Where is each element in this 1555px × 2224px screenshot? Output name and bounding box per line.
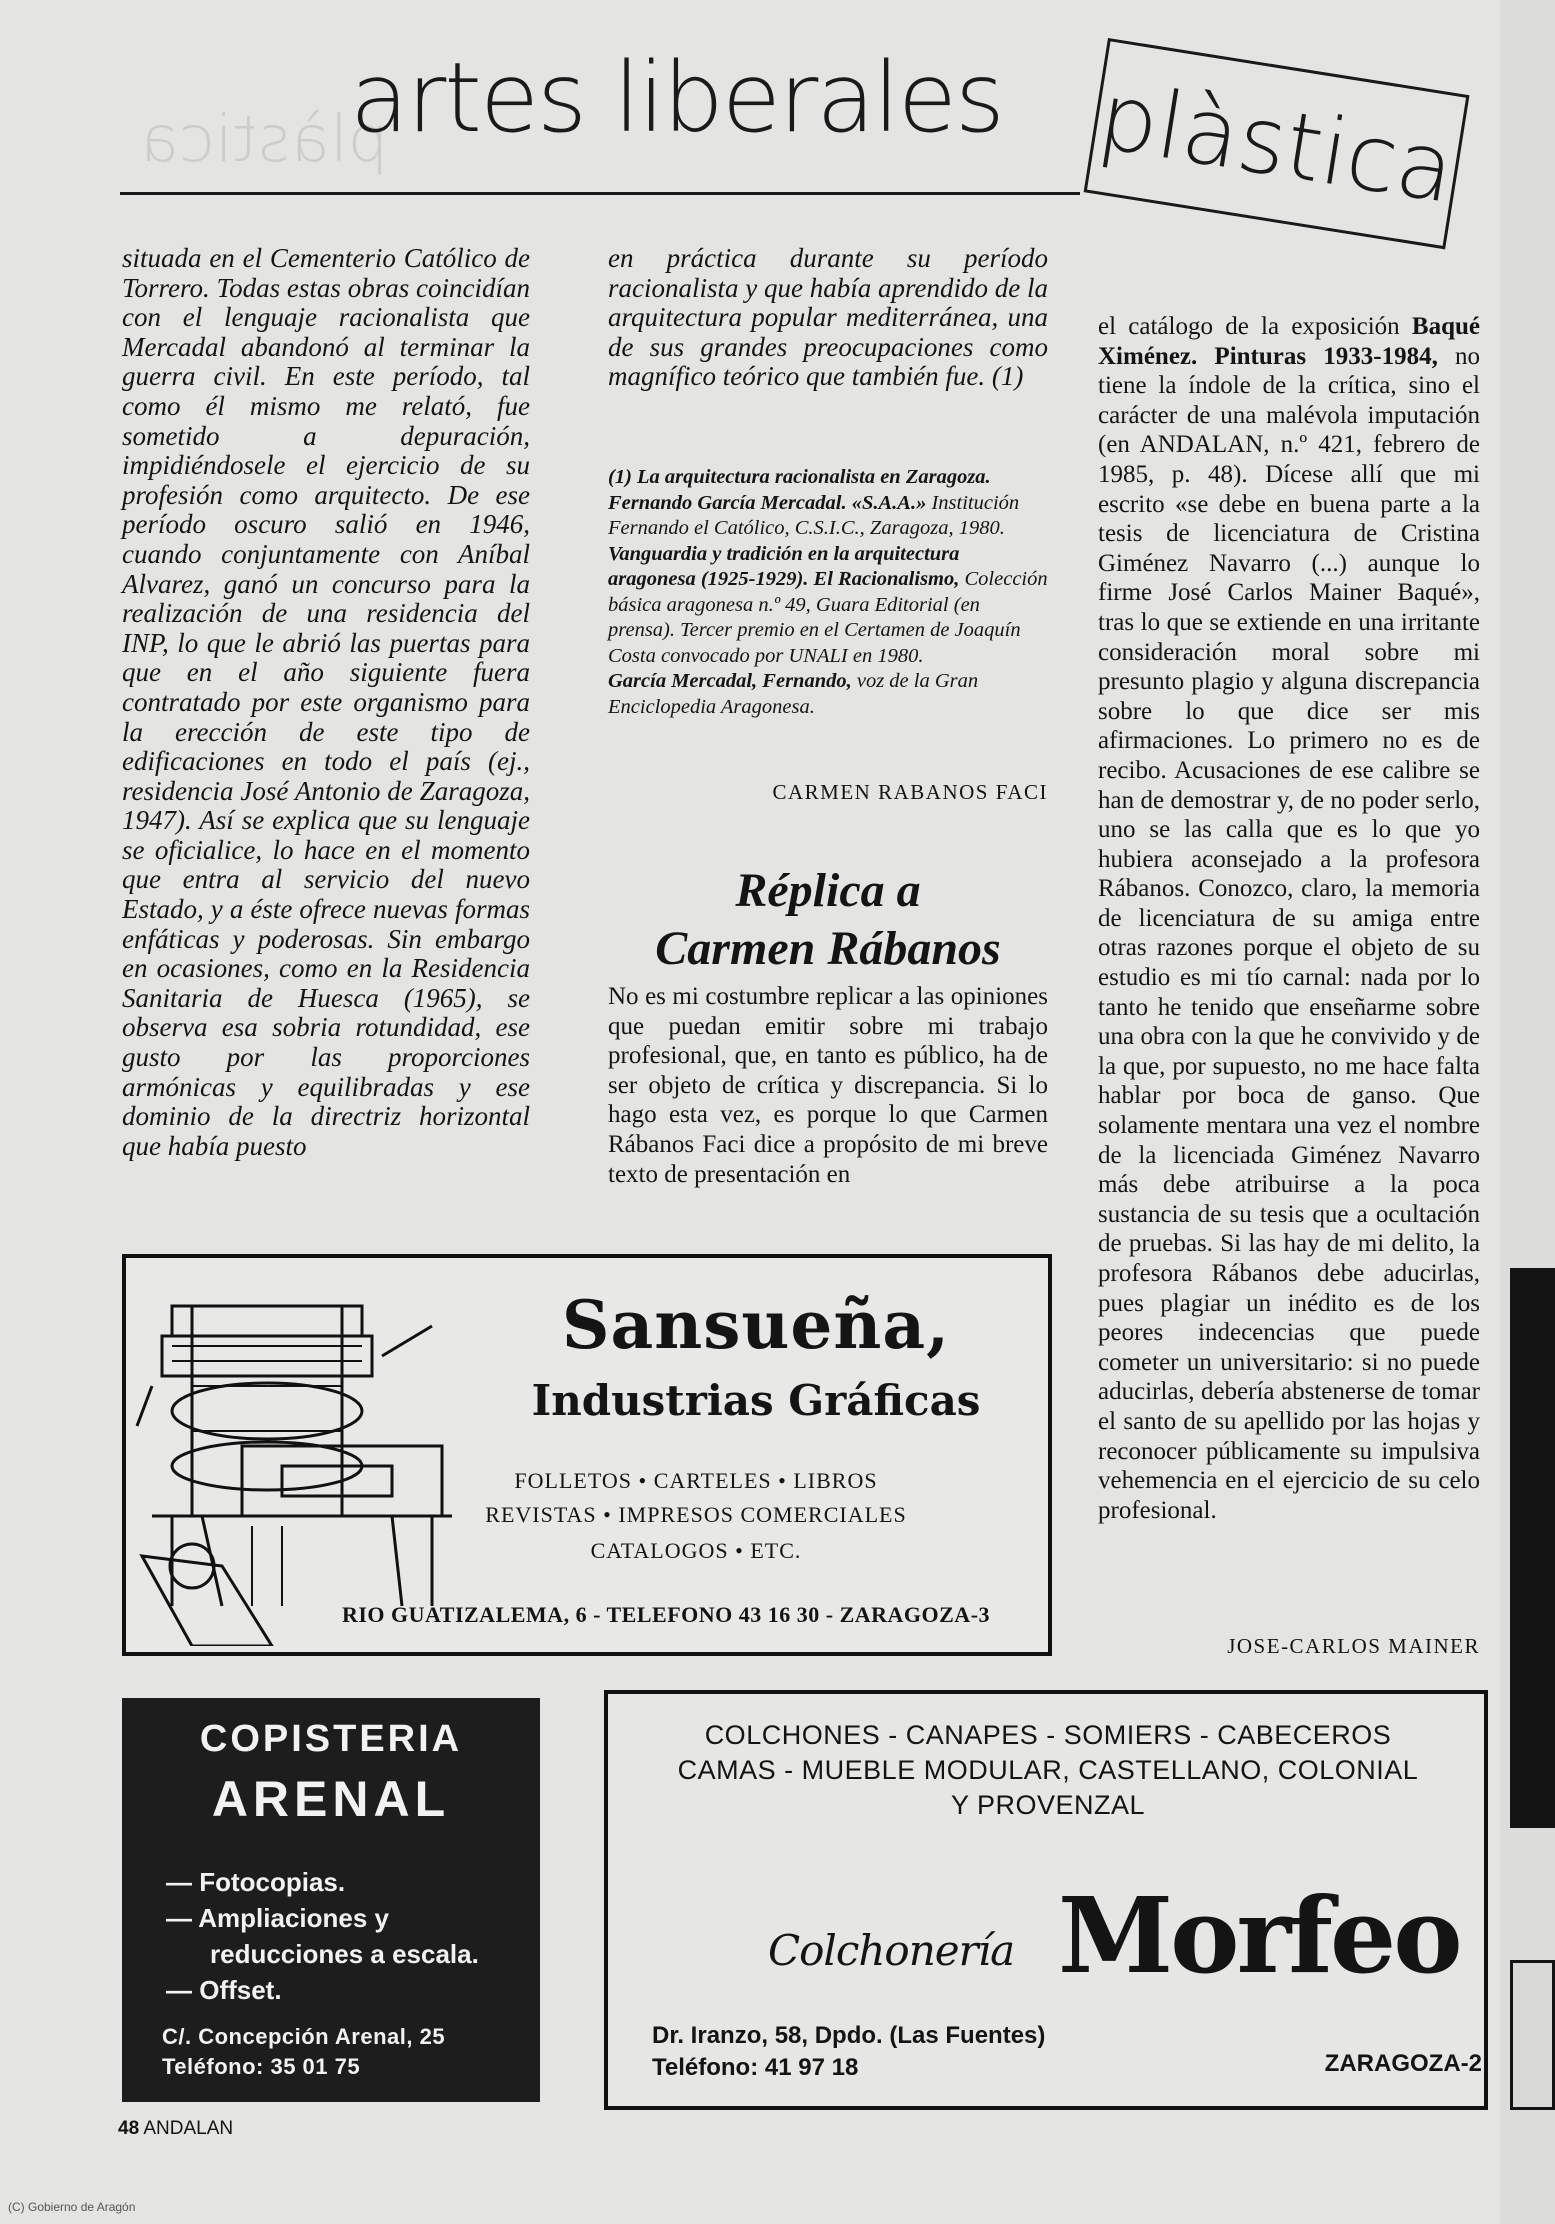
sansuena-products: CATALOGOS • ETC.: [590, 1538, 802, 1563]
middle-column-text: en práctica durante su período racionalista y que había aprendido de la arquitectura popular mediterránea, una de sus grandes preocupaciones como magnífico teórico que también fue. (1): [608, 243, 1048, 392]
adjacent-page-box: [1510, 1960, 1555, 2110]
reply-text-middle: No es mi costumbre replicar a las opiniones que puedan emitir sobre mi trabajo profesional, que, en tanto es público, ha de ser objeto de crítica y discrepancia. Si lo hago esta vez, es porque lo que Carmen Rábanos Faci dice a propósito de mi breve texto de presentación en: [608, 983, 1048, 1188]
adjacent-page-edge: [1500, 0, 1555, 2224]
sansuena-name: Sansueña,: [561, 1286, 951, 1364]
copisteria-advertisement: [122, 1698, 540, 2102]
reply-signature: JOSE-CARLOS MAINER: [1227, 1634, 1480, 1658]
subsection-tag: plàstica: [1084, 38, 1470, 249]
service-item: — Fotocopias.: [166, 1867, 346, 1897]
sansuena-products: FOLLETOS • CARTELES • LIBROS: [514, 1468, 878, 1493]
service-item: — Ampliaciones y reducciones a escala.: [166, 1903, 479, 1969]
sansuena-products: REVISTAS • IMPRESOS COMERCIALES: [485, 1502, 907, 1527]
morfeo-advertisement: [604, 1690, 1488, 2110]
copisteria-title: COPISTERIA: [199, 1718, 463, 1760]
article-signature: CARMEN RABANOS FACI: [772, 780, 1048, 804]
copisteria-contact: C/. Concepción Arenal, 25 Teléfono: 35 01 75: [162, 2024, 446, 2079]
copisteria-services: [166, 1864, 536, 2008]
copyright-notice: (C) Gobierno de Aragón: [8, 2200, 136, 2214]
morfeo-script-label: Colchonería: [768, 1926, 1015, 1975]
service-item: — Offset.: [166, 1975, 282, 2005]
section-title: artes liberales: [350, 42, 1003, 154]
reply-text-right: el catálogo de la exposición Baqué Ximénez. Pinturas 1933-1984, no tiene la índole de la crítica, sino el carácter de una malévola imputación (en ANDALAN, n.º 421, febrero de 1985, p. 48). Dícese allí que mi escrito «se debe en buena parte a la tesis de licenciatura de Cristina Giménez Navarro (...) aunque lo firme José Carlos Mainer Baqué», tras lo que se extiende en una irritante consideración moral sobre mi presunto plagio y alguna discrepancia sobre lo que dice ser mis afirmaciones. Lo primero no es de recibo. Acusaciones de ese calibre se han de demostrar y, de no poder serlo, uno se las calla que es lo que yo hubiera aconsejado a la profesora Rábanos. Conozco, claro, la memoria de licenciatura de su amiga entre otras razones porque el objeto de su estudio es mi tío carnal: nada por lo tanto he tenido que enseñarme sobre una obra con la que he convivido y de la que, por supuesto, no me hace falta hablar por boca de ganso. Que solamente mentara una vez el nombre de la licenciada Giménez Navarro más debe atribuirse a la poca sustancia de su tesis que a ocultación de pruebas. Si las hay de mi delito, la profesora Rábanos debe aducirlas, pues plagiar un inédito es de los peores indecencias que puede cometer un universitario: si no puede aducirlas, debería abstenerse de tomar el santo de su apellido por las hojas y reconocer públicamente su impulsiva vehemencia en el ejercicio de su celo profesional.: [1098, 313, 1480, 1524]
sansuena-subtitle: Industrias Gráficas: [531, 1376, 981, 1425]
footnotes: [608, 465, 1048, 720]
footnote: (1) La arquitectura racionalista en Zaragoza. Fernando García Mercadal. «S.A.A.» Institución Fernando el Católico, C.S.I.C., Zaragoza, 1980.: [608, 466, 1020, 539]
copisteria-name: ARENAL: [211, 1771, 451, 1827]
reply-headline: Réplica a Carmen Rábanos: [655, 864, 1001, 975]
header-rule: [120, 192, 1080, 195]
printing-press-icon: [132, 1266, 462, 1646]
sansuena-advertisement: [122, 1254, 1052, 1656]
adjacent-page-dark-block: [1510, 1268, 1555, 1828]
sansuena-address: RIO GUATIZALEMA, 6 - TELEFONO 43 16 30 - ZARAGOZA-3: [341, 1602, 991, 1627]
morfeo-products: COLCHONES - CANAPES - SOMIERS - CABECEROS CAMAS - MUEBLE MODULAR, CASTELLANO, COLONIAL Y PROVENZAL: [677, 1720, 1419, 1820]
morfeo-city: ZARAGOZA-2: [1324, 2050, 1482, 2077]
left-column-text: situada en el Cementerio Católico de Torrero. Todas estas obras coincidían con el lenguaje racionalista que Mercadal abandonó al terminar la guerra civil. En este período, tal como él mismo me relató, fue sometido a depuración, impidiéndosele el ejercicio de su profesión como arquitecto. De ese período oscuro salió en 1946, cuando conjuntamente con Aníbal Alvarez, ganó un concurso para la realización de una residencia del INP, lo que le abrió las puertas para que en el año siguiente fuera contratado por este organismo para la erección de este tipo de edificaciones en todo el país (ej., residencia José Antonio de Zaragoza, 1947). Así se explica que su lenguaje se oficialice, lo hace en el momento que entra al servicio del nuevo Estado, y a éste ofrece nuevas formas enfáticas y poderosas. Sin embargo en ocasiones, como en la Residencia Sanitaria de Huesca (1965), se observa esa sobria rotundidad, ese gusto por las proporciones armónicas y equilibradas y ese dominio de la directriz horizontal que había puesto: [122, 243, 530, 1161]
ghost-show-through-text: plàstica: [140, 103, 389, 177]
footnote: Vanguardia y tradición en la arquitectura aragonesa (1925-1929). El Racionalismo, Colección básica aragonesa n.º 49, Guara Editorial (en prensa). Tercer premio en el Certamen de Joaquín Costa convocado por UNALI en 1980.: [608, 542, 1048, 667]
morfeo-contact: Dr. Iranzo, 58, Dpdo. (Las Fuentes) Teléfono: 41 97 18: [652, 2022, 1046, 2081]
footnote: García Mercadal, Fernando, voz de la Gran Enciclopedia Aragonesa.: [608, 670, 979, 718]
morfeo-brand: Morfeo: [1058, 1874, 1460, 1997]
page-folio: 48 ANDALAN: [118, 2118, 234, 2139]
